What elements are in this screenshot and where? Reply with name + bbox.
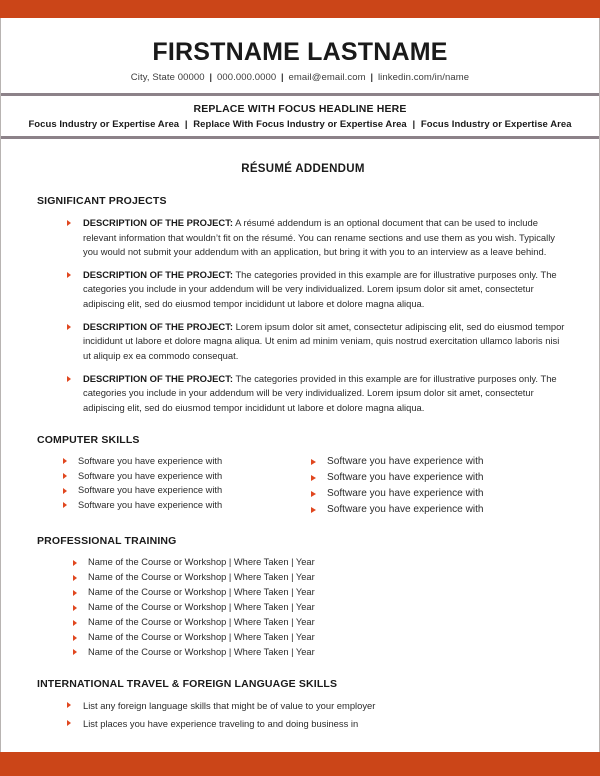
triangle-bullet-icon	[67, 272, 71, 278]
project-label: DESCRIPTION OF THE PROJECT:	[83, 269, 234, 281]
skills-column-left	[63, 455, 311, 520]
contact-phone: 000.000.0000	[216, 72, 277, 84]
project-body: Lorem ipsum dolor sit amet, consectetur adipiscing elit, sed do eiusmod tempor incididunt ut labore et dolore magna aliqua. Ut enim ad minim veniam, quis nostrud exercitation ullamco laboris nisi ut aliquip ex ea commodo consequat.	[83, 321, 565, 361]
name-block	[1, 18, 599, 93]
contact-separator: |	[281, 72, 284, 84]
bottom-accent-bar	[0, 752, 600, 776]
project-body: A résumé addendum is an optional document that can be used to include relevant information that wouldn’t fit on the résumé. You can rename sections and use them as you wish. Typically you would not submit your addendum with an application, but bring it with you to an interview as a leave behind.	[83, 217, 555, 257]
project-body: The categories provided in this example are for illustrative purposes only. The categories you include in your addendum will be very individualized. Lorem ipsum dolor sit amet, consectetur adipiscing elit, sed do eiusmod tempor incididunt ut labore et dolore magna aliqua.	[83, 372, 557, 413]
project-body: The categories provided in this example are for illustrative purposes only. The categories you include in your addendum will be very individualized. Lorem ipsum dolor sit amet, consectetur adipiscing elit, sed do eiusmod tempor incididunt ut labore et dolore magna aliqua.	[83, 269, 557, 309]
training-list	[37, 556, 569, 660]
list-item	[311, 455, 569, 470]
skill-label: Software you have experience with	[327, 488, 484, 500]
triangle-bullet-icon	[73, 560, 77, 566]
triangle-bullet-icon	[63, 473, 67, 479]
focus-area-3: Focus Industry or Expertise Area	[420, 119, 572, 131]
page-title: RÉSUMÉ ADDENDUM	[241, 163, 365, 176]
list-item	[73, 571, 569, 585]
list-item	[73, 601, 569, 615]
focus-headline: REPLACE WITH FOCUS HEADLINE HERE	[193, 103, 407, 116]
focus-headline-block	[1, 96, 599, 136]
list-item	[311, 487, 569, 502]
project-label: DESCRIPTION OF THE PROJECT:	[83, 217, 234, 229]
triangle-bullet-icon	[311, 491, 316, 497]
training-label: Name of the Course or Workshop | Where Taken | Year	[88, 617, 315, 628]
triangle-bullet-icon	[73, 620, 77, 626]
section-heading: PROFESSIONAL TRAINING	[37, 535, 177, 548]
list-item	[73, 631, 569, 645]
list-item	[63, 455, 311, 468]
skills-columns	[37, 455, 569, 520]
project-text	[83, 320, 569, 363]
triangle-bullet-icon	[73, 575, 77, 581]
training-label: Name of the Course or Workshop | Where Taken | Year	[88, 587, 315, 598]
contact-location: City, State 00000	[130, 72, 205, 84]
list-item	[67, 372, 569, 415]
document-sheet	[0, 18, 600, 752]
project-text	[83, 216, 569, 259]
skill-label: Software you have experience with	[78, 470, 223, 481]
skill-label: Software you have experience with	[78, 455, 223, 466]
contact-line	[1, 72, 599, 83]
training-label: Name of the Course or Workshop | Where Taken | Year	[88, 602, 315, 613]
list-item	[67, 320, 569, 363]
focus-areas-line	[15, 119, 585, 130]
skill-label: Software you have experience with	[327, 455, 484, 467]
triangle-bullet-icon	[73, 649, 77, 655]
project-label: DESCRIPTION OF THE PROJECT:	[83, 321, 234, 333]
skill-label: Software you have experience with	[327, 471, 484, 483]
travel-label: List any foreign language skills that might be of value to your employer	[83, 699, 376, 711]
contact-separator: |	[209, 72, 213, 84]
list-item	[311, 471, 569, 486]
full-name: FIRSTNAME LASTNAME	[152, 38, 448, 66]
section-heading: INTERNATIONAL TRAVEL & FOREIGN LANGUAGE SKILLS	[37, 677, 338, 690]
list-item	[73, 556, 569, 570]
triangle-bullet-icon	[63, 488, 67, 494]
section-computer-skills	[37, 434, 569, 520]
focus-separator: |	[184, 119, 188, 131]
triangle-bullet-icon	[73, 605, 77, 611]
list-item	[67, 717, 569, 731]
training-label: Name of the Course or Workshop | Where Taken | Year	[88, 632, 315, 642]
triangle-bullet-icon	[311, 459, 316, 465]
contact-linkedin[interactable]: linkedin.com/in/name	[377, 72, 470, 84]
triangle-bullet-icon	[67, 324, 71, 330]
skill-label: Software you have experience with	[78, 485, 223, 496]
section-heading: SIGNIFICANT PROJECTS	[37, 195, 167, 208]
document-content	[1, 139, 599, 752]
triangle-bullet-icon	[67, 376, 71, 382]
projects-list	[37, 216, 569, 415]
section-significant-projects	[37, 195, 569, 415]
list-item	[73, 616, 569, 630]
triangle-bullet-icon	[67, 220, 71, 226]
triangle-bullet-icon	[311, 507, 316, 513]
triangle-bullet-icon	[63, 458, 67, 464]
list-item	[67, 699, 569, 713]
project-label: DESCRIPTION OF THE PROJECT:	[83, 372, 234, 384]
list-item	[63, 484, 311, 497]
list-item	[67, 268, 569, 311]
skill-label: Software you have experience with	[78, 499, 223, 510]
list-item	[311, 503, 569, 518]
triangle-bullet-icon	[67, 702, 71, 708]
focus-area-2: Replace With Focus Industry or Expertise Area	[193, 119, 407, 131]
project-text	[83, 268, 569, 311]
training-label: Name of the Course or Workshop | Where Taken | Year	[88, 557, 315, 568]
travel-label: List places you have experience traveling to and doing business in	[83, 717, 359, 729]
training-label: Name of the Course or Workshop | Where Taken | Year	[88, 646, 315, 657]
section-international-travel	[37, 678, 569, 731]
triangle-bullet-icon	[311, 475, 316, 481]
training-label: Name of the Course or Workshop | Where Taken | Year	[88, 572, 315, 583]
list-item	[63, 470, 311, 483]
section-heading: COMPUTER SKILLS	[37, 433, 140, 446]
focus-separator: |	[412, 119, 416, 131]
top-accent-bar	[0, 0, 600, 18]
list-item	[73, 586, 569, 600]
skill-label: Software you have experience with	[327, 504, 484, 516]
list-item	[73, 646, 569, 660]
triangle-bullet-icon	[73, 590, 77, 596]
project-text	[83, 372, 569, 415]
triangle-bullet-icon	[73, 635, 77, 641]
travel-list	[37, 699, 569, 731]
section-professional-training	[37, 535, 569, 660]
list-item	[63, 499, 311, 512]
triangle-bullet-icon	[67, 720, 71, 726]
focus-area-1: Focus Industry or Expertise Area	[28, 119, 180, 131]
skills-column-right	[311, 455, 569, 520]
list-item	[67, 216, 569, 259]
contact-separator: |	[370, 72, 374, 84]
triangle-bullet-icon	[63, 502, 67, 508]
contact-email[interactable]: email@email.com	[288, 72, 366, 84]
